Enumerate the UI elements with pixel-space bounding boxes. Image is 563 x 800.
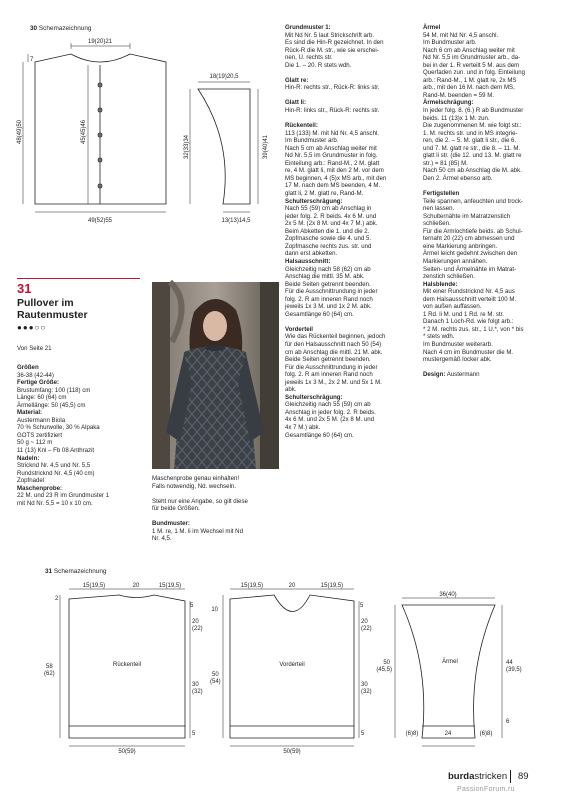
dim-body-height: 45(45)46 [81, 119, 87, 145]
front-dim-height: 50 [212, 672, 219, 678]
text-line: Nach 55 (59) cm ab Anschlag in [285, 205, 372, 213]
text-line: Den 2. Ärmel ebenso arb. [423, 174, 493, 182]
text-line: Mit einer Rundstricknd Nr. 4,5 aus [423, 288, 515, 296]
text-line: Beim Abketten die 1. und die 2. [285, 227, 370, 235]
instructions-column-1 [17, 364, 109, 507]
text-line: Steht nur eine Angabe, so gilt diese [152, 497, 248, 505]
text-line: Markierungen annähen. [423, 257, 488, 265]
text-line: nen lassen. [423, 205, 455, 213]
back-dim-armhole-b: (22) [192, 626, 203, 632]
text-line: Glatt re: [285, 76, 309, 84]
text-line: Nadeln: [17, 454, 40, 462]
text-line: Wie das Rückenteil beginnen, jedoch [285, 333, 386, 341]
diagram-bottom-caption-text: Schemazeichnung [53, 568, 107, 575]
page-number: 89 [518, 771, 529, 782]
text-line: Ärmel leicht gedehnt zwischen den [423, 250, 518, 258]
text-line: Nd Nr. 5,5 im Grundmuster in folg. [285, 152, 378, 160]
text-line: 4x 7 M.) abk. [285, 423, 321, 431]
footer-brand [448, 771, 507, 782]
sleeve-dim-side: 44 [506, 660, 513, 666]
text-line: Seiten- und Ärmelnähte im Matrat- [423, 265, 517, 273]
diagram-top-caption [30, 25, 91, 32]
text-line: nen, U. rechts str. [285, 54, 333, 62]
sleeve-piece-outline [402, 605, 495, 738]
dim-width-bottom: 49(52)55 [87, 218, 113, 224]
text-line: str.) = 81 (85) M. [423, 159, 468, 167]
text-line: 54 M. mit Nd Nr. 4,5 anschl. [423, 31, 499, 39]
front-dim-width: 50(59) [283, 749, 301, 755]
back-dim-armhole: 20 [192, 619, 199, 625]
text-line: beids. 11 (13)x 1 M. zun. [423, 114, 490, 122]
text-line: Ärmel [423, 24, 441, 31]
back-dim-side-b: (32) [192, 689, 203, 695]
text-line: dem Halsausschnitt verteilt 100 M. [423, 295, 517, 303]
watermark: PassionForum.ru [457, 786, 515, 793]
diagram-bottom-number: 31 [45, 568, 53, 575]
back-dim-shoulder-left: 15(19,5) [82, 583, 106, 589]
text-line: jeder folg. 2. R beids. 4x 6 M. und [285, 212, 377, 220]
text-line: Hin-R: links str., Rück-R: rechts str. [285, 107, 380, 115]
text-line: Zopfmasche sowie die 4. und 5. [285, 235, 372, 243]
text-line: Teile spannen, anfeuchten und trock- [423, 197, 523, 205]
text-line [152, 490, 248, 498]
dim-total-height: 48(49)50 [17, 119, 23, 145]
text-line: arb., mit den 16 M. nach dem MS, [423, 84, 515, 92]
text-line: ren, die 2. – 5. M. glatt li str., die 6. [423, 137, 517, 145]
text-line: Einteilung arb.: Rand-M., 2 M. glatt [285, 159, 380, 167]
text-line: Danach 1 Loch-Rd. wie folgt arb.: [423, 318, 514, 326]
text-line: Im Bundmuster arb. [423, 39, 477, 47]
text-line: Anschlag die mittl. 35 M. abk. [285, 273, 365, 281]
dim-neck-top: 19(20)21 [87, 39, 113, 45]
text-line: folg. 2. R am inneren Rand noch [285, 295, 373, 303]
text-line: Schulternähte im Matratzenstich [423, 212, 511, 220]
text-line: Rundstricknd Nr. 4,5 (40 cm) [17, 469, 95, 477]
front-dim-height-b: (54) [210, 679, 221, 685]
text-line: Maschenprobe: [17, 484, 63, 492]
text-line: Fertige Größe: [17, 379, 59, 387]
back-dim-top-right: 5 [190, 603, 194, 609]
text-line: Im Bundmuster weiterarb. [423, 340, 493, 348]
sleeve-outline [198, 89, 250, 204]
text-line: Für die Ausschnittrundung in jeder [285, 363, 378, 371]
text-line: Material: [17, 409, 43, 417]
back-dim-rib: 5 [192, 731, 196, 737]
text-line: 50 g ~ 112 m [17, 439, 53, 447]
text-line: mit Nd Nr. 5,5 = 10 x 10 cm. [17, 499, 93, 507]
text-line: dann erst abketten. [285, 250, 338, 258]
text-line: Nach 4 cm im Bundmuster die M. [423, 348, 514, 356]
text-line [285, 69, 386, 77]
text-line: für beide Größen. [152, 505, 200, 513]
text-line [423, 182, 525, 190]
sleeve-dim-top: 36(40) [439, 592, 457, 598]
text-line: von außen auffassen. [423, 303, 482, 311]
front-dim-shoulder-left: 15(19,5) [240, 583, 264, 589]
instructions-column-3 [423, 24, 525, 379]
dim-shoulder-drop: 7 [30, 57, 34, 63]
sleeve-dim-height: 50 [383, 660, 390, 666]
text-line: 2x 5 M. (2x 8 M. und 4x 7 M.) abk. [285, 220, 378, 228]
pattern-title-line-1: Pullover im [17, 297, 74, 309]
text-line: Rand-M. beenden = 59 M. [423, 91, 494, 99]
text-line: schließen. [423, 220, 451, 228]
back-dim-side: 30 [192, 682, 199, 688]
text-line: Schulterschrägung: [285, 393, 343, 401]
diagram-bottom [40, 578, 545, 756]
back-piece-label: Rückenteil [112, 662, 142, 668]
text-line: Querfaden zun. und in folg. Einteilung [423, 69, 525, 77]
text-line: Nr. 4,5. [152, 535, 172, 543]
model-photo [152, 282, 279, 469]
text-line: abk. [285, 386, 297, 394]
front-dim-neck-depth: 10 [211, 607, 218, 613]
dim-sleeve-bottom: 13(13)14,5 [221, 218, 251, 224]
front-piece-label: Vorderteil [279, 662, 305, 668]
sleeve-dim-rib: 6 [506, 719, 510, 725]
button-5 [98, 184, 102, 188]
text-line: Ärmellänge: 50 (45,5) cm [17, 401, 86, 409]
text-line: Zopfmasche rechts zus. str. und [285, 242, 372, 250]
text-line: Im Bundmuster arb. [285, 137, 339, 145]
text-line: Austermann Biola [17, 416, 66, 424]
cardigan-body-outline [35, 54, 166, 204]
diagram-top [18, 32, 280, 252]
sleeve-dim-side-b: (39,5) [506, 667, 522, 673]
text-line: Brustumfang: 100 (118) cm [17, 386, 91, 394]
pattern-title [17, 297, 88, 321]
button-1 [98, 83, 102, 87]
sleeve-dim-height-b: (45,5) [376, 667, 392, 673]
back-dim-top-left: 2 [55, 596, 59, 602]
text-line: Anschlag in jeder folg. 2. R beids. [285, 408, 376, 416]
back-dim-neck: 20 [132, 583, 140, 589]
text-line: Halsausschnitt: [285, 257, 331, 265]
text-line: folg. 2. R am inneren Rand noch [285, 371, 373, 379]
difficulty-rating [17, 323, 46, 332]
text-line: jeweils 1x 3 M. und 1x 2 M. abk. [285, 303, 372, 311]
text-line: Zopfnadel [17, 477, 45, 485]
text-line: und 7. M. glatt re str., die 8. – 11. M. [423, 144, 521, 152]
text-line: Die 1. – 20. R stets wdh. [285, 61, 352, 69]
text-line: 36-38 (42-44) [17, 371, 54, 379]
diagram-top-number: 30 [30, 25, 38, 32]
text-line: re, 4 M. glatt li, mit den 2 M. vor dem [285, 167, 384, 175]
text-line: jeweils 1x 3 M., 2x 2 M. und 5x 1 M. [285, 378, 382, 386]
text-line: Stricknd Nr. 4,5 und Nr. 5,5 [17, 462, 91, 470]
text-line: Design: Austermann [423, 371, 480, 379]
text-line: Gleichzeitig nach 55 (59) cm ab [285, 401, 371, 409]
photo-caption [152, 475, 248, 543]
diagram-top-caption-text: Schemazeichnung [38, 25, 92, 32]
text-line: 17 M. nach dem MS beenden, 4 M. [285, 182, 381, 190]
text-line: 70 % Schurwolle, 30 % Alpaka [17, 424, 100, 432]
text-line: Rückenteil: [285, 122, 318, 130]
section-rule [17, 278, 140, 279]
text-line: Die zugenommenen M. wie folgt str.: [423, 122, 522, 130]
text-line [152, 513, 248, 521]
text-line: Es sind die Hin-R gezeichnet. In den [285, 39, 384, 47]
sleeve-dim-bottom-right: (6)8) [479, 731, 493, 737]
text-line: Maschenprobe genau einhalten! [152, 475, 240, 482]
text-line: Beide Seiten getrennt beenden. [285, 280, 371, 288]
sleeve-dim-bottom-mid: 24 [444, 731, 452, 737]
front-dim-armhole-b: (22) [361, 626, 372, 632]
instructions-column-2 [285, 24, 386, 439]
text-line: ternaht 20 (22) cm abmessen und [423, 235, 515, 243]
text-line: Für die Armlochtiefe beids. ab Schul- [423, 227, 523, 235]
front-dim-neck: 20 [288, 583, 296, 589]
rating-dot-filled-icon: ● [17, 323, 23, 332]
text-line: Vorderteil [285, 325, 313, 333]
pattern-number: 31 [17, 281, 32, 296]
back-dim-height: 58 [46, 664, 53, 670]
text-line: Hin-R: rechts str., Rück-R: links str. [285, 84, 380, 92]
text-line: 113 (133) M. mit Nd Nr. 4,5 anschl. [285, 129, 380, 137]
text-line: bei in der 1. R verteilt 5 M. aus dem [423, 61, 520, 69]
text-line [285, 318, 386, 326]
text-line: Gesamtlänge 60 (64) cm. [285, 310, 354, 318]
text-line: Fertigstellen [423, 190, 460, 198]
text-line: Rück-R die M. str., wie sie erschei- [285, 46, 379, 54]
text-line: mustergemäß locker abk. [423, 356, 492, 364]
text-line: Nach 6 cm ab Anschlag weiter mit [423, 46, 515, 54]
button-4 [98, 158, 102, 162]
text-line: cm ab Anschlag die mittl. 21 M. abk. [285, 348, 383, 356]
front-dim-rib: 5 [361, 731, 365, 737]
diagram-bottom-caption [45, 568, 106, 575]
dim-sleeve-top: 18(19)20,5 [209, 74, 239, 80]
text-line: 11 (13) Knl – Fb 08 Anthrazit [17, 447, 95, 455]
text-line: In jeder folg. 8. (6.) R ab Bundmuster [423, 107, 524, 115]
rating-dot-filled-icon: ● [22, 323, 29, 332]
button-2 [98, 108, 102, 112]
text-line: glatt li, 2 M. glatt re, Rand-M. [285, 190, 364, 198]
text-line: Nach 5 cm ab Anschlag weiter mit [285, 144, 377, 152]
rating-dot-empty-icon: ○ [34, 323, 41, 332]
text-line: Glatt li: [285, 99, 306, 107]
text-line: Bundmuster: [152, 520, 190, 528]
text-line: 1 M. re, 1 M. li im Wechsel mit Nd [152, 527, 243, 535]
text-line [285, 115, 386, 123]
sleeve-dim-bottom-left: (6)8) [405, 731, 419, 737]
front-dim-armhole: 20 [361, 619, 368, 625]
text-line: * 2 M. rechts zus. str., 1 U.*, von * bis [423, 325, 524, 333]
text-line: Halsblende: [423, 280, 458, 288]
button-3 [98, 133, 102, 137]
text-line [423, 364, 525, 372]
text-line: Falls notwendig, Nd. wechseln. [152, 482, 237, 490]
text-line: arb.: Rand-M., 1 M. glatt re, 2x MS [423, 76, 517, 84]
rating-dot-empty-icon: ○ [40, 323, 47, 332]
text-line: 1. M. rechts str. und in MS integrie- [423, 129, 518, 137]
front-dim-side-b: (32) [361, 689, 372, 695]
sleeve-piece-label: Ärmel [442, 659, 458, 665]
front-dim-shoulder-right: 15(19,5) [320, 583, 344, 589]
text-line: 4x 6 M. und 2x 5 M. (2x 8 M. und [285, 416, 375, 424]
text-line: Nach 50 cm ab Anschlag die M. abk. [423, 167, 522, 175]
footer-brand-light: stricken [474, 771, 508, 782]
dim-sleeve-cap: 32(33)34 [184, 134, 190, 160]
text-line: eine Markierung anbringen. [423, 242, 498, 250]
rating-dot-filled-icon: ● [28, 323, 35, 332]
text-line: Gesamtlänge 60 (64) cm. [285, 431, 354, 439]
footer-divider [510, 770, 511, 783]
text-line [285, 92, 386, 100]
text-line: Schulterschrägung: [285, 197, 343, 205]
text-line: GOTS zertifiziert [17, 431, 63, 439]
front-dim-side: 30 [361, 682, 368, 688]
text-line: Länge: 60 (64) cm [17, 394, 67, 402]
text-line: MS beginnen, 4 (5)x MS arb., mit den [285, 174, 387, 182]
text-line: Grundmuster 1: [285, 24, 331, 31]
text-line: Größen [17, 364, 39, 371]
footer-brand-bold: burda [448, 771, 475, 782]
front-dim-top-right: 5 [360, 603, 364, 609]
pattern-title-line-2: Rautenmuster [17, 309, 88, 321]
back-dim-width: 50(59) [118, 749, 136, 755]
text-line: für den Halsausschnitt nach 50 (54) [285, 340, 382, 348]
dim-sleeve-len: 39(40)41 [263, 134, 269, 160]
text-line: Nd Nr. 5,5 im Grundmuster arb., da- [423, 54, 521, 62]
text-line: zenstich schließen. [423, 273, 475, 281]
back-dim-shoulder-right: 15(19,5) [158, 583, 182, 589]
text-line: Für die Ausschnittrundung in jeder [285, 288, 378, 296]
text-line: * stets wdh. [423, 333, 455, 341]
text-line: Gleichzeitig nach 58 (62) cm ab [285, 265, 371, 273]
text-line: Mit Nd Nr. 5 laut Strickschrift arb. [285, 31, 375, 39]
text-line: 22 M. und 23 R im Grundmuster 1 [17, 492, 110, 500]
page-reference: Von Seite 21 [17, 345, 52, 352]
text-line: Ärmelschrägung: [423, 99, 474, 107]
back-dim-height-b: (62) [44, 671, 55, 677]
text-line: glatt li str. (die 12. und 13. M. glatt re [423, 152, 522, 160]
text-line: Beide Seiten getrennt beenden. [285, 356, 371, 364]
text-line: 1 Rd. li M. und 1 Rd. re M. str. [423, 310, 504, 318]
